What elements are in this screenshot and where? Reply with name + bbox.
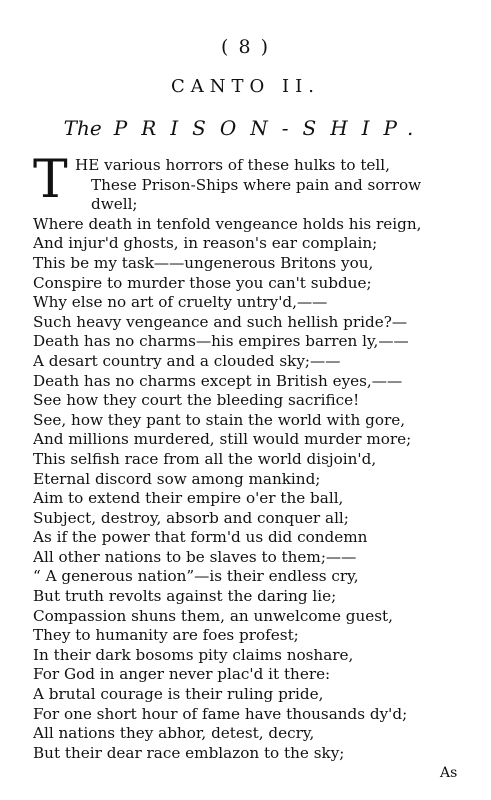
poem-line: Subject, destroy, absorb and conquer all; (33, 508, 349, 527)
poem-line: For God in anger never plac'd it there: (33, 665, 331, 684)
canto-title: CANTO II. (171, 76, 320, 97)
opening-stanza (33, 150, 473, 215)
poem-line: All nations they abhor, detest, decry, (33, 724, 315, 743)
poem-subtitle (0, 116, 491, 140)
poem-line: In their dark bosoms pity claims noshare, (33, 645, 354, 664)
poem-line: This be my task——ungenerous Britons you, (33, 253, 374, 272)
poem-body (33, 150, 473, 763)
poem-line: Such heavy vengeance and such hellish pride?— (33, 312, 408, 331)
poem-line: Death has no charms—his empires barren ly,—— (33, 332, 409, 351)
poem-line: But their dear race emblazon to the sky; (33, 743, 345, 762)
poem-line: HE various horrors of these hulks to tell, (75, 156, 390, 174)
poem-line: Conspire to murder those you can't subdue; (33, 273, 372, 292)
poem-line: They to humanity are foes profest; (33, 626, 299, 645)
poem-line: These Prison-Ships where pain and sorrow (91, 175, 422, 194)
poem-line: This selfish race from all the world disjoin'd, (33, 449, 377, 468)
poem-line: “ A generous nation”—is their endless cry, (33, 567, 359, 586)
poem-line: And injur'd ghosts, in reason's ear complain; (33, 234, 378, 253)
poem-line: Compassion shuns them, an unwelcome guest, (33, 606, 393, 625)
poem-line: A desart country and a clouded sky;—— (33, 351, 341, 370)
poem-line: All other nations to be slaves to them;—— (33, 547, 357, 566)
poem-line: But truth revolts against the daring lie; (33, 587, 337, 606)
poem-line: As if the power that form'd us did condemn (33, 528, 368, 547)
poem-line: A brutal courage is their ruling pride, (33, 685, 324, 704)
poem-line: See, how they pant to stain the world with gore, (33, 410, 406, 429)
poem-line: Eternal discord sow among mankind; (33, 469, 321, 488)
poem-line: Death has no charms except in British eyes,—— (33, 371, 403, 390)
poem-line: See how they court the bleeding sacrifice! (33, 391, 360, 410)
subtitle-title: PRISON-SHIP. (113, 116, 428, 140)
subtitle-article: The (63, 116, 102, 140)
drop-capital: T (33, 150, 68, 210)
poem-line: dwell; (91, 195, 138, 214)
page-number: ( 8 ) (221, 36, 270, 58)
poem-line: Where death in tenfold vengeance holds his reign, (33, 214, 422, 233)
poem-line: Why else no art of cruelty untry'd,—— (33, 293, 328, 312)
poem-line: And millions murdered, still would murder more; (33, 430, 412, 449)
poem-line: Aim to extend their empire o'er the ball, (33, 489, 344, 508)
poem-line: For one short hour of fame have thousands dy'd; (33, 704, 408, 723)
catchword: As (440, 765, 458, 781)
